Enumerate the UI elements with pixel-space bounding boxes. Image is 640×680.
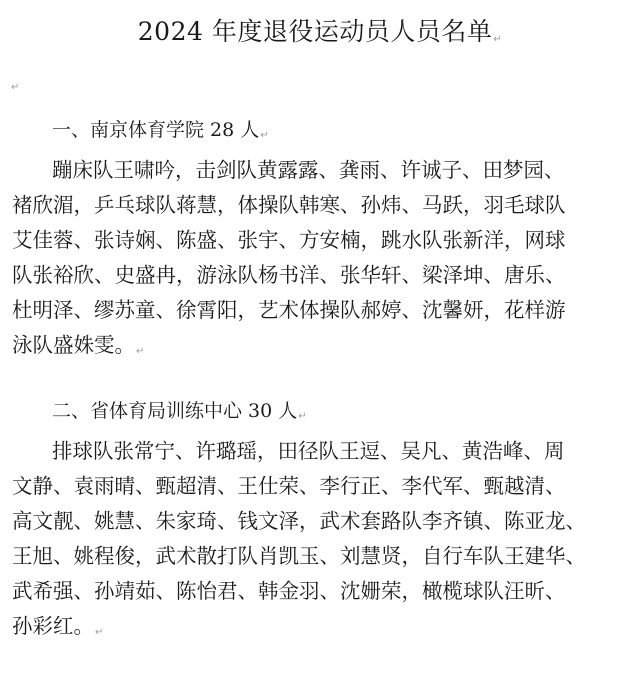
text-line: 文静、袁雨晴、甄超清、王仕荣、李行正、李代军、甄越清、 xyxy=(12,474,566,498)
section-heading-text: 一、南京体育学院 28 人 xyxy=(52,119,260,141)
text-line: 杜明泽、缪苏童、徐霄阳，艺术体操队郝婷、沈馨妍，花样游 xyxy=(12,298,566,322)
text-line: 排球队张常宁、许璐瑶，田径队王逗、吴凡、黄浩峰、周 xyxy=(52,439,565,463)
section-heading-provincial-training-center xyxy=(52,397,307,431)
paragraph-mark-icon: ↵ xyxy=(95,627,104,638)
document-title xyxy=(0,14,640,58)
section-body-nanjing-sport-institute xyxy=(12,153,628,363)
section-body-provincial-training-center xyxy=(12,434,628,644)
text-line: 队张裕欣、史盛冉，游泳队杨书洋、张华轩、梁泽坤、唐乐、 xyxy=(12,263,566,287)
paragraph-mark-icon: ↵ xyxy=(11,82,20,93)
text-line: 蹦床队王啸吟，击剑队黄露露、龚雨、许诚子、田梦园、 xyxy=(52,158,565,182)
text-line: 高文靓、姚慧、朱家琦、钱文泽，武术套路队李齐镇、陈亚龙、 xyxy=(12,509,586,533)
section-heading-text: 二、省体育局训练中心 30 人 xyxy=(52,400,298,422)
paragraph-mark-icon: ↵ xyxy=(298,411,307,422)
document-title-text: 2024 年度退役运动员人员名单 xyxy=(137,17,493,46)
paragraph-mark-icon: ↵ xyxy=(260,130,269,141)
text-line-content: 孙彩红。 xyxy=(12,614,94,638)
text-line-last xyxy=(12,609,628,644)
text-line: 武希强、孙靖茹、陈怡君、韩金羽、沈姗荣，橄榄球队汪昕、 xyxy=(12,579,566,603)
text-line: 王旭、姚程俊，武术散打队肖凯玉、刘慧贤，自行车队王建华、 xyxy=(12,544,586,568)
text-line-last xyxy=(12,328,628,363)
text-line-content: 泳队盛姝雯。 xyxy=(12,333,135,357)
text-line: 艾佳蓉、张诗娴、陈盛、张宇、方安楠，跳水队张新洋，网球 xyxy=(12,228,566,252)
section-heading-nanjing-sport-institute xyxy=(52,116,269,150)
paragraph-mark-icon: ↵ xyxy=(136,346,145,357)
text-line: 褚欣湄，乒乓球队蒋慧，体操队韩寒、孙炜、马跃，羽毛球队 xyxy=(12,193,566,217)
paragraph-mark-icon: ↵ xyxy=(493,34,503,45)
